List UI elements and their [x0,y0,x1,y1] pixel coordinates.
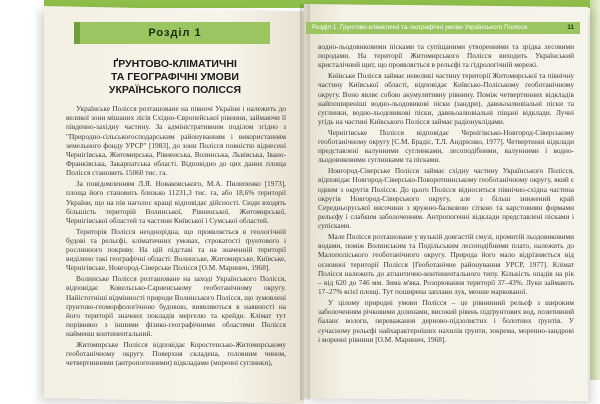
paragraph: Територія Полісся неоднорідна, що проявляється в геологічній будові та рельєфі, кліматичних умовах, строкатості ґрунтового і рослинного покриву. На цій підставі та на значенній території виділено такі географічні області: Волинське, Житомирське, Київське, Чернігівське, Новгород-Сіверське Полісся [О.М. Маринич, 1968]. [66,226,286,273]
paragraph: У цілому природні умови Полісся – це рівнинний рельєф з широким заболоченням річковими долинами, високий рівень підґрунтових вод, позитивний баланс вологи, переважання дерново-підзолистих і болотних ґрунтів. У сучасному рельєфі найхарактерніших нахилів ґрунти, зокрема, моренно-зандрові і моренні рівнини [О.М. Маринич, 1968]. [318,297,574,344]
paragraph: За повідомленням Л.Я. Новаковського, М.А. Пилипенко [1973], площа його становить близько 11231,3 тис. га, або 18,6% території України, що на пів наголос кращі відповідає дійсності. Сюди входять більшість територій Волинської, Рівненської, Житомирської, Чернігівської областей та частини Київської і Сумської областей. [66,179,286,225]
paragraph: Мале Полісся розташоване у вузькій довгастій смузі, промитій льодовиковими водами, поміж Волинським та Подільським лесоподібними плато, належить до Малополіського геоботанічного округу. Природа його мало відрізняється від основної території Полісся [Геоботанічне районування УРСР, 1977]. Клімат Полісся належить до атлантично-континентального типу. Кількість опадів на рік – від 620 до 746 мм. Зима м'яка. Розорювання території 37–43%. Луки займають 17–27% всієї площі. Тут поширена заплави лук, менше маркованої. [318,232,574,297]
chapter-title [70,58,280,97]
paragraph: Житомирське Полісся відповідає Коростенсько-Житомирському геоботанічному округу. Поверхня складена, головним чином, четвертинними (антропогенними) відкладами (моренні суглинки), [66,340,286,368]
paragraph: Київське Полісся займає невеликі частину території Житомирської та північну частину Київської області, відповідає Київсько-Поліському геоботанічному округу. Воно являє собою акумулятивну рівнину. Поміж четвертинних відкладів найпоширеніші водно-льодовикові піски (зандри), давньоалювіальні піски та суглинки, водно-льодовикові піски, давньоалювіальні піщані відклади. Лучні угідь на частині Київського Полісся займає радіонуклідами. [318,71,574,127]
chapter-title-line: ТА ГЕОГРАФІЧНІ УМОВИ [111,71,239,83]
right-page-body [318,42,574,346]
paragraph: водно-льодовиковими пісками та супіщаними утвореннями та зрідка лесовими породами. На території Житомирського Полісся виходить Український кристалічний щит, що проявляється в рельєфі та гідрологічній мережі. [318,42,574,70]
chapter-title-line: УКРАЇНСЬКОГО ПОЛІССЯ [108,84,242,96]
chapter-title-line: ҐРУНТОВО-КЛІМАТИЧНІ [113,58,237,70]
running-head [306,22,580,34]
paragraph: Новгород-Сіверське Полісся займає східну частину Українського Полісся, відповідає Новгород-Сіверсько-Поворотнинському геоботанічному округу, який є одним з округів Полісся. До цього Полісся відноситься північно-східна частина округів Новгород-Сіверського округу, але з більш знижений край Середньоруської височини з яружно-балковою сіткою та карстовими формами рельєфу і слабким заболоченням. Антропогенні відклади представлені пісками і супісками. [318,166,574,231]
left-page-body [66,104,286,369]
running-head-text: Розділ 1. Ґрунтово-кліматичні та географічні умови Українського Полісся [312,24,528,31]
page-number: 11 [567,24,574,31]
section-badge: Розділ 1 [74,22,270,44]
book-gutter [300,4,310,400]
paragraph: Волинське Полісся розташоване на заході Українського Полісся, відповідає Ковельсько-Сарненському геоботанічному округу. Найістотніші відмінності природи Волинського Полісся, що зумовлені ґрунтово-геоморфологічною будовою, виявляються в наявності на його території значних покладів мергелю та крейди. Клімат тут порівняно з іншими фізико-географічними областями Полісся найменш континентальний. [66,274,286,339]
paragraph: Українське Полісся розташоване на півночі України і належить до великої зони мішаних лісів Східно-Європейської рівнини, займаючи її південно-західну частину. За адміністративним поділом згідно з "Природно-сільськогосподарським районуванням і використанням земельного фонду УРСР" [1983], до зони Полісся повністю віднесені Чернігівська, Житомирська, Рівненська, Волинська, Львівська, Івано-Франківська, Закарпатська області. Відповідно до цих даних площа Полісся становить 15060 тис. га. [66,104,286,178]
book-cover-side [590,0,600,380]
paragraph: Чернігівське Полісся відповідає Чернігівсько-Новгород-Сіверському геоботанічному округу [С.М. Брадіс, Т.Л. Андрієнко, 1977]. Четвертинні відклади представлені валунними суглинками, лесоподібними, валунними і водно-льодовиковими суглинками та пісками. [318,127,574,165]
